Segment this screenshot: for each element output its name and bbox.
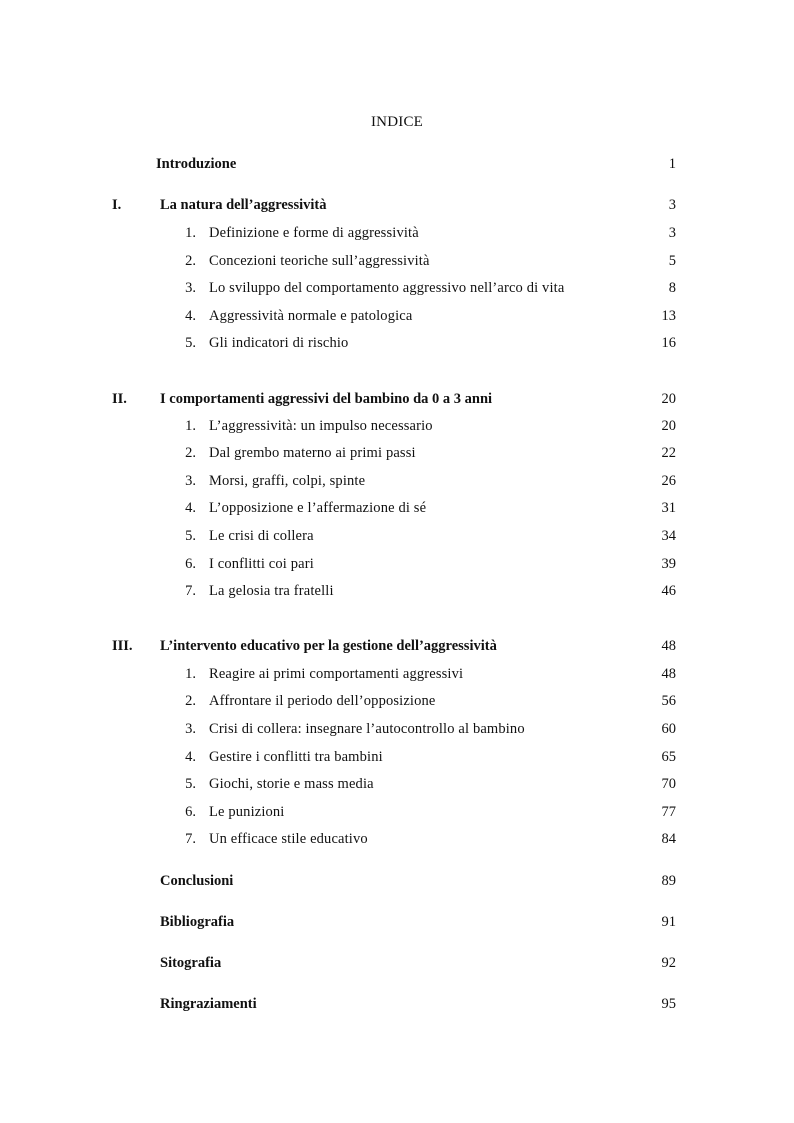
section-number: 4. <box>185 500 196 516</box>
toc-entry-ringraziamenti <box>0 994 794 1014</box>
toc-section <box>0 581 794 601</box>
toc-section <box>0 223 794 243</box>
toc-section <box>0 498 794 518</box>
chapter-page: 20 <box>661 391 676 407</box>
toc-section <box>0 526 794 546</box>
section-number: 1. <box>185 418 196 434</box>
toc-section <box>0 306 794 326</box>
section-page: 5 <box>668 253 676 269</box>
toc-section <box>0 278 794 298</box>
toc-section <box>0 333 794 353</box>
toc-entry-sitografia <box>0 953 794 973</box>
section-title: Aggressività normale e patologica <box>209 308 413 324</box>
section-page: 65 <box>661 749 676 765</box>
section-page: 26 <box>661 473 676 489</box>
section-title: Le crisi di collera <box>209 528 314 544</box>
section-title: Giochi, storie e mass media <box>209 776 374 792</box>
section-number: 2. <box>185 693 196 709</box>
section-number: 3. <box>185 721 196 737</box>
section-page: 13 <box>661 308 676 324</box>
section-number: 5. <box>185 335 196 351</box>
section-title: La gelosia tra fratelli <box>209 583 334 599</box>
chapter-title: L’intervento educativo per la gestione dell’aggressività <box>160 638 497 654</box>
section-title: Definizione e forme di aggressività <box>209 225 419 241</box>
section-number: 4. <box>185 308 196 324</box>
section-page: 46 <box>661 583 676 599</box>
chapter-number: I. <box>112 197 122 213</box>
section-page: 34 <box>661 528 676 544</box>
section-number: 6. <box>185 804 196 820</box>
toc-entry-label: Bibliografia <box>160 914 235 930</box>
section-page: 48 <box>661 666 676 682</box>
section-title: Dal grembo materno ai primi passi <box>209 445 416 461</box>
section-number: 7. <box>185 583 196 599</box>
section-page: 77 <box>661 804 676 820</box>
section-number: 1. <box>185 225 196 241</box>
toc-entry-label: Sitografia <box>160 955 222 971</box>
toc-entry-label: Ringraziamenti <box>160 996 257 1012</box>
chapter-page: 3 <box>668 197 676 213</box>
section-title: Gli indicatori di rischio <box>209 335 349 351</box>
toc-section <box>0 443 794 463</box>
section-page: 84 <box>661 831 676 847</box>
toc-chapter-1 <box>0 195 794 215</box>
section-page: 39 <box>661 556 676 572</box>
section-title: L’opposizione e l’affermazione di sé <box>209 500 427 516</box>
section-page: 8 <box>668 280 676 296</box>
section-page: 60 <box>661 721 676 737</box>
toc-section <box>0 719 794 739</box>
chapter-number: II. <box>112 391 127 407</box>
section-title: Concezioni teoriche sull’aggressività <box>209 253 430 269</box>
section-title: Crisi di collera: insegnare l’autocontrollo al bambino <box>209 721 525 737</box>
toc-entry-label: Introduzione <box>156 156 237 172</box>
toc-section <box>0 664 794 684</box>
section-number: 5. <box>185 528 196 544</box>
section-number: 6. <box>185 556 196 572</box>
chapter-number: III. <box>112 638 133 654</box>
toc-section <box>0 774 794 794</box>
section-number: 2. <box>185 445 196 461</box>
toc-entry-introduzione <box>0 154 794 174</box>
page-title: INDICE <box>370 114 424 130</box>
toc-entry-page: 92 <box>661 955 676 971</box>
section-number: 5. <box>185 776 196 792</box>
section-title: Le punizioni <box>209 804 285 820</box>
toc-entry-page: 89 <box>661 873 676 889</box>
section-title: Reagire ai primi comportamenti aggressivi <box>209 666 464 682</box>
toc-section <box>0 554 794 574</box>
toc-section <box>0 251 794 271</box>
section-title: Un efficace stile educativo <box>209 831 368 847</box>
toc-entry-page: 91 <box>661 914 676 930</box>
toc-section <box>0 829 794 849</box>
toc-entry-bibliografia <box>0 912 794 932</box>
section-number: 7. <box>185 831 196 847</box>
section-number: 3. <box>185 473 196 489</box>
section-page: 3 <box>668 225 676 241</box>
section-title: Affrontare il periodo dell’opposizione <box>209 693 436 709</box>
section-number: 2. <box>185 253 196 269</box>
toc-entry-page: 95 <box>661 996 676 1012</box>
section-title: Gestire i conflitti tra bambini <box>209 749 383 765</box>
toc-section <box>0 691 794 711</box>
section-page: 20 <box>661 418 676 434</box>
section-page: 56 <box>661 693 676 709</box>
section-page: 31 <box>661 500 676 516</box>
section-page: 22 <box>661 445 676 461</box>
section-page: 70 <box>661 776 676 792</box>
toc-entry-conclusioni <box>0 871 794 891</box>
section-title: L’aggressività: un impulso necessario <box>209 418 433 434</box>
section-number: 4. <box>185 749 196 765</box>
toc-chapter-3 <box>0 636 794 656</box>
toc-chapter-2 <box>0 389 794 409</box>
chapter-title: La natura dell’aggressività <box>160 197 327 213</box>
toc-section <box>0 416 794 436</box>
section-title: Morsi, graffi, colpi, spinte <box>209 473 366 489</box>
section-number: 3. <box>185 280 196 296</box>
toc-section <box>0 747 794 767</box>
toc-section <box>0 471 794 491</box>
section-title: I conflitti coi pari <box>209 556 314 572</box>
chapter-title: I comportamenti aggressivi del bambino da 0 a 3 anni <box>160 391 493 407</box>
chapter-page: 48 <box>661 638 676 654</box>
section-title: Lo sviluppo del comportamento aggressivo nell’arco di vita <box>209 280 565 296</box>
toc-entry-page: 1 <box>668 156 676 172</box>
section-number: 1. <box>185 666 196 682</box>
section-page: 16 <box>661 335 676 351</box>
toc-section <box>0 802 794 822</box>
toc-entry-label: Conclusioni <box>160 873 234 889</box>
